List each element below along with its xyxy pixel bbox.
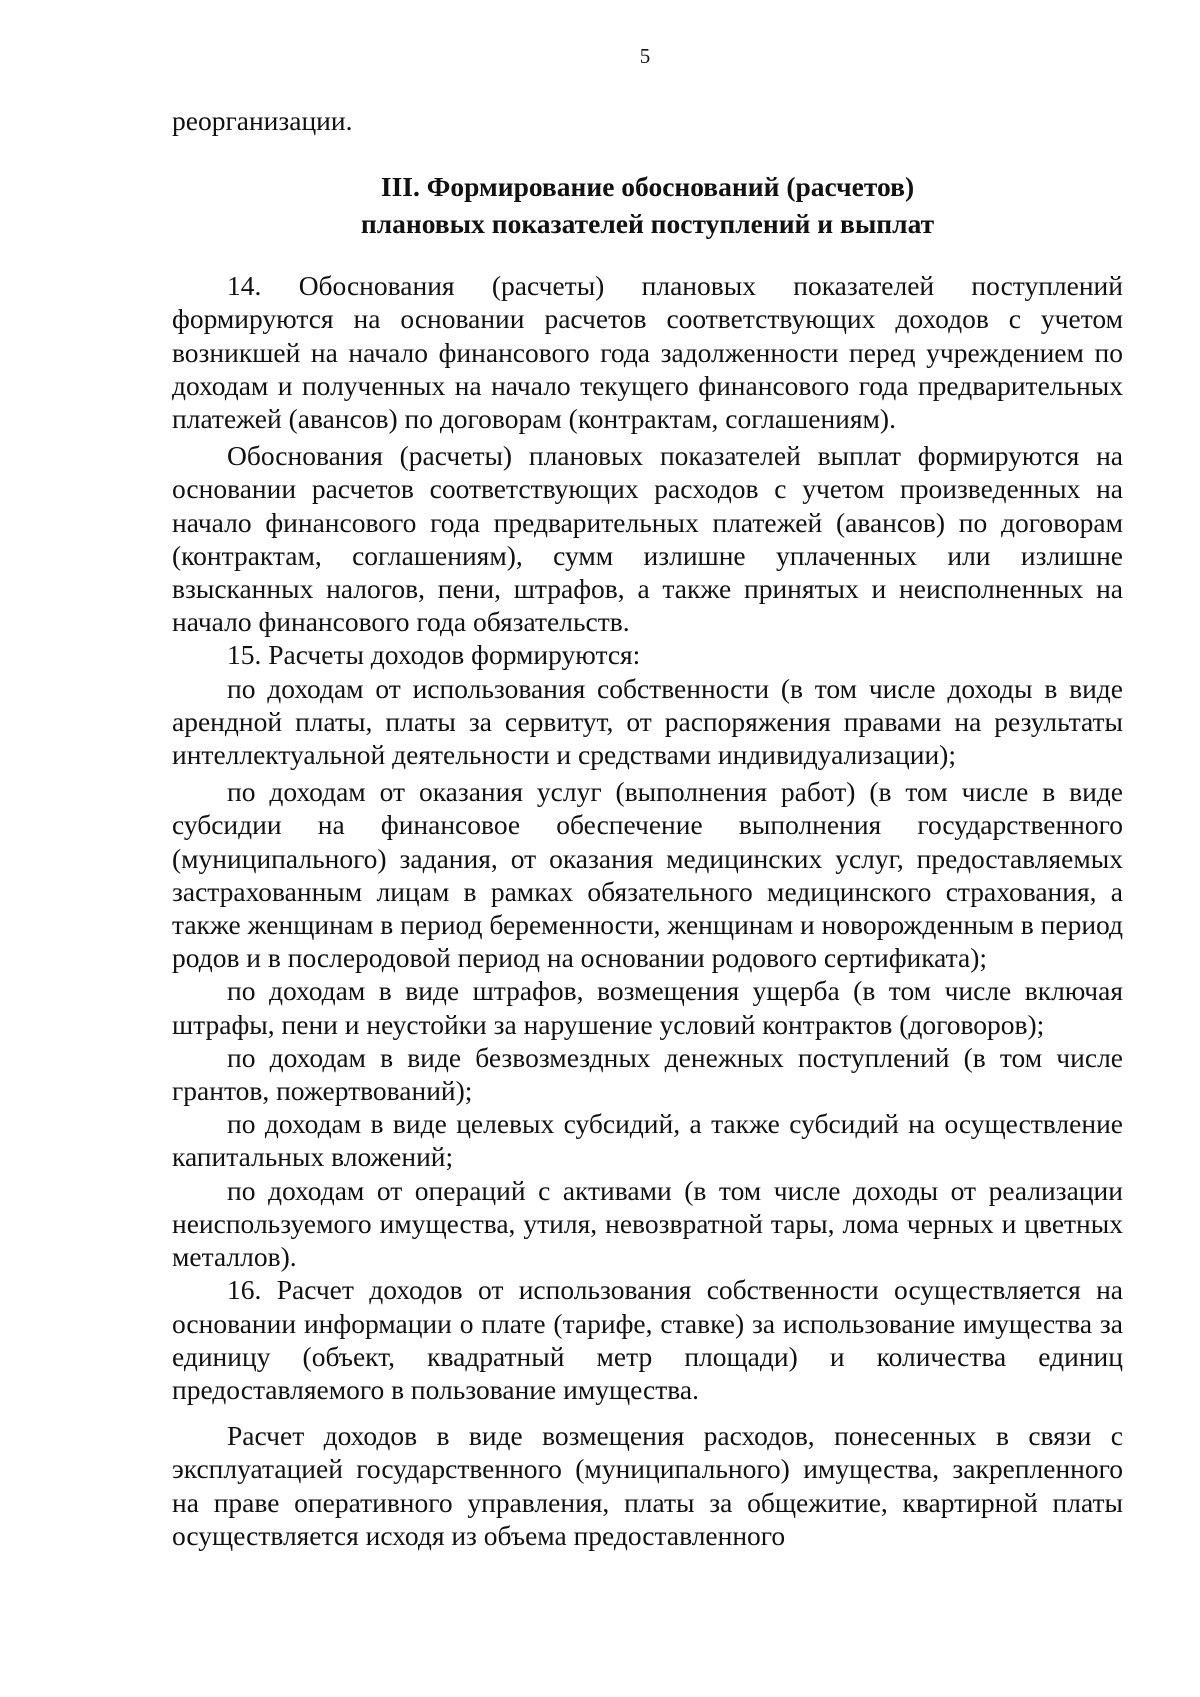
section-heading-line-2: плановых показателей поступлений и выплат: [360, 208, 935, 240]
paragraph-payments-justification: Обоснования (расчеты) плановых показателей выплат формируются на основании расчетов соответствующих расходов с учетом произведенных на начало финансового года предварительных платежей (авансов) по договорам (контрактам, соглашениям), сумм излишне уплаченных или излишне взысканных налогов, пени, штрафов, а также принятых и неисполненных на начало финансового года обязательств.: [172, 440, 1123, 638]
list-item-property-income: по доходам от использования собственности (в том числе доходы в виде арендной платы, платы за сервитут, от распоряжения правами на результаты интеллектуальной деятельности и средствами индивидуализации);: [172, 672, 1123, 771]
document-body: [172, 104, 1123, 1552]
list-item-grants-income: по доходам в виде безвозмездных денежных поступлений (в том числе грантов, пожертвований);: [172, 1041, 1123, 1107]
paragraph-15: 15. Расчеты доходов формируются:: [227, 639, 641, 671]
list-item-services-income: по доходам от оказания услуг (выполнения работ) (в том числе в виде субсидии на финансовое обеспечение выполнения государственного (муниципального) задания, от оказания медицинских услуг, предоставляемых застрахованным лицам в рамках обязательного медицинского страхования, а также женщинам в период беременности, женщинам и новорожденным в период родов и в послеродовой период на основании родового сертификата);: [172, 776, 1123, 974]
paragraph-16: 16. Расчет доходов от использования собственности осуществляется на основании информации о плате (тарифе, ставке) за использование имущества за единицу (объект, квадратный метр площади) и количества единиц предоставляемого в пользование имущества.: [172, 1274, 1123, 1405]
list-item-subsidies-income: по доходам в виде целевых субсидий, а также субсидий на осуществление капитальных вложений;: [172, 1108, 1123, 1173]
continuation-text: реорганизации.: [172, 105, 353, 136]
list-item-fines-income: по доходам в виде штрафов, возмещения ущерба (в том числе включая штрафы, пени и неустойки за нарушение условий контрактов (договоров);: [172, 975, 1123, 1040]
paragraph-reimbursement: Расчет доходов в виде возмещения расходов, понесенных в связи с эксплуатацией государственного (муниципального) имущества, закрепленного на праве оперативного управления, платы за общежитие, квартирной платы осуществляется исходя из объема предоставленного: [172, 1420, 1123, 1551]
section-heading-line-1: III. Формирование обоснований (расчетов): [380, 171, 915, 203]
list-item-assets-income: по доходам от операций с активами (в том числе доходы от реализации неиспользуемого имущества, утиля, невозвратной тары, лома черных и цветных металлов).: [172, 1174, 1123, 1273]
paragraph-14: 14. Обоснования (расчеты) плановых показателей поступлений формируются на основании расчетов соответствующих доходов с учетом возникшей на начало финансового года задолженности перед учреждением по доходам и полученных на начало текущего финансового года предварительных платежей (авансов) по договорам (контрактам, соглашениям).: [172, 270, 1123, 435]
page-number: 5: [639, 44, 651, 68]
section-heading: [172, 168, 1123, 242]
